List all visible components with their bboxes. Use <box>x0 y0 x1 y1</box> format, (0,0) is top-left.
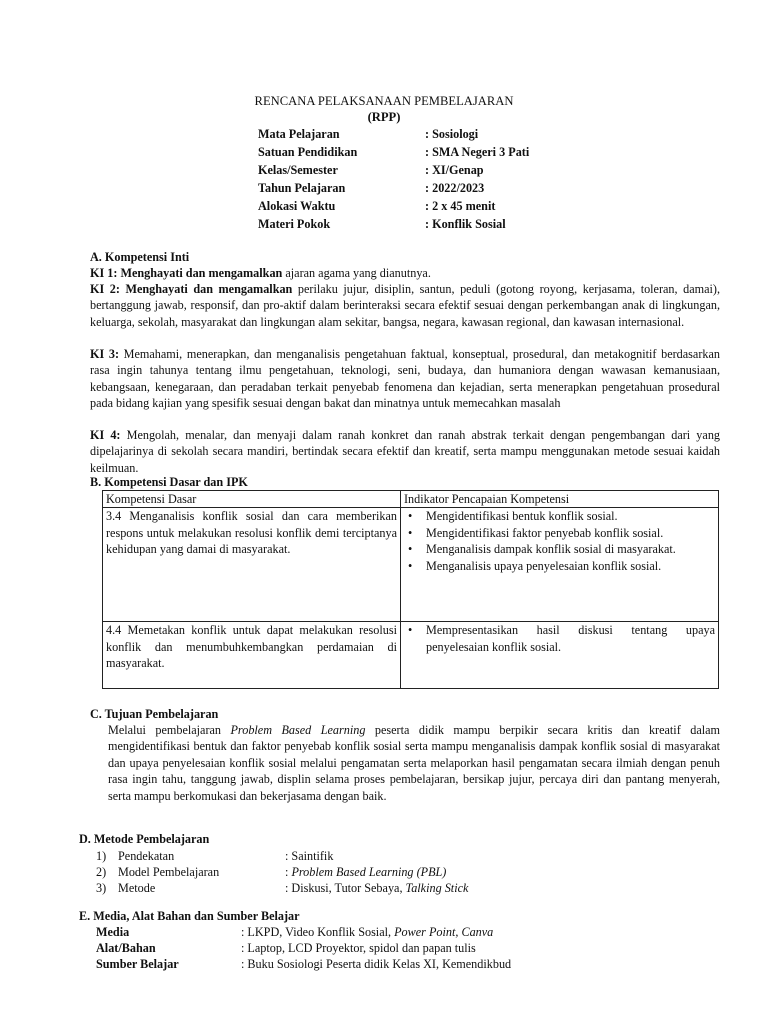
meta-label: Alokasi Waktu <box>258 199 336 213</box>
ki-2 <box>90 281 720 330</box>
section-b-heading: B. Kompetensi Dasar dan IPK <box>90 475 248 489</box>
list-label: Media <box>96 925 130 939</box>
ki-2-label: KI 2: <box>90 282 120 296</box>
meta-value: : Sosiologi <box>425 127 479 141</box>
list-value: : Laptop, LCD Proyektor, spidol dan papan tulis <box>241 941 476 955</box>
tujuan-paragraph <box>108 722 720 804</box>
ki-4 <box>90 427 720 476</box>
list-item: • Mengidentifikasi faktor penyebab konflik sosial. <box>426 525 715 541</box>
ki-1-label: KI 1: <box>90 266 118 280</box>
list-value: : Saintifik <box>285 849 334 863</box>
table-row <box>103 622 719 689</box>
meta-label: Kelas/Semester <box>258 163 338 177</box>
list-item: • Mengidentifikasi bentuk konflik sosial. <box>426 508 715 524</box>
ki-1-text: ajaran agama yang dianutnya. <box>282 266 431 280</box>
meta-label: Mata Pelajaran <box>258 127 340 141</box>
list-value-italic: Power Point, Canva <box>394 925 494 939</box>
list-item: • Menganalisis upaya penyelesaian konflik sosial. <box>426 558 715 574</box>
section-a-heading: A. Kompetensi Inti <box>90 250 190 264</box>
table-header-row <box>103 491 719 508</box>
list-value-text: : <box>285 865 292 879</box>
list-label: Metode <box>118 881 156 895</box>
list-number: 1) <box>96 849 107 863</box>
kd-text: 4.4 Memetakan konflik untuk dapat melakukan resolusi konflik dan menumbuhkembangkan perdamaian di masyarakat. <box>106 623 397 671</box>
list-value-italic: Talking Stick <box>405 881 469 895</box>
table-cell-kd <box>103 622 401 689</box>
section-e-heading: E. Media, Alat Bahan dan Sumber Belajar <box>79 909 300 923</box>
meta-value: : XI/Genap <box>425 163 484 177</box>
tujuan-italic: Problem Based Learning <box>230 723 366 737</box>
tujuan-post: peserta didik mampu berpikir secara kritis dan kreatif dalam mengidentifikasi bentuk dan faktor penyebab konflik sosial serta mampu menganalisis dampak konflik sosial di masyarakat dan upaya penyelesaian konflik sosial melalui pengamatan serta melaporkan hasil pengamatan secara ilmiah dengan penuh rasa ingin tahu, tanggung jawab, displin selama proses pembelajaran, bersikap jujur, percaya diri dan pantang menyerah, serta mampu berkomukasi dan bekerjasama dengan baik. <box>108 723 720 803</box>
ki-2-text: perilaku jujur, disiplin, santun, peduli (gotong royong, kerjasama, toleran, damai), bertanggung jawab, responsif, dan pro-aktif dalam berinteraksi secara efektif sesuai dengan perkembangan anak di lingkungan, keluarga, sekolah, masyarakat dan lingkungan alam sekitar, bangsa, negara, kawasan regional, dan kawasan internasional. <box>90 282 721 329</box>
kd-text: 3.4 Menganalisis konflik sosial dan cara memberikan respons untuk melakukan resolusi konflik demi terciptanya kehidupan yang damai di masyarakat. <box>106 509 397 557</box>
list-number: 3) <box>96 881 107 895</box>
list-label: Sumber Belajar <box>96 957 179 971</box>
list-value-italic: Problem Based Learning (PBL) <box>291 865 447 879</box>
ki-3 <box>90 346 720 412</box>
table-row <box>103 508 719 622</box>
meta-label: Materi Pokok <box>258 217 331 231</box>
list-item: • Mempresentasikan hasil diskusi tentang upaya penyelesaian konflik sosial. <box>426 622 715 655</box>
table-header-kd: Kompetensi Dasar <box>103 491 401 508</box>
table-cell-ipk <box>401 622 719 689</box>
list-value <box>285 864 446 880</box>
meta-value: : Konflik Sosial <box>425 217 506 231</box>
meta-value: : 2 x 45 menit <box>425 199 496 213</box>
document-subtitle: (RPP) <box>367 110 401 124</box>
list-item: • Menganalisis dampak konflik sosial di masyarakat. <box>426 541 715 557</box>
table-cell-kd <box>103 508 401 622</box>
table-header-ipk: Indikator Pencapaian Kompetensi <box>401 491 719 508</box>
ki-1-bold-text: Menghayati dan mengamalkan <box>117 266 283 280</box>
meta-value: : 2022/2023 <box>425 181 485 195</box>
list-label: Pendekatan <box>118 849 175 863</box>
list-value <box>241 924 493 940</box>
ipk-list <box>404 622 715 655</box>
ki-2-bold-text: Menghayati dan mengamalkan <box>119 282 293 296</box>
meta-label: Tahun Pelajaran <box>258 181 346 195</box>
tujuan-pre: Melalui pembelajaran <box>108 723 231 737</box>
ki-4-label: KI 4: <box>90 428 121 442</box>
meta-value: : SMA Negeri 3 Pati <box>425 145 530 159</box>
ipk-list <box>404 508 715 574</box>
list-value-text: : LKPD, Video Konflik Sosial, <box>241 925 395 939</box>
kompetensi-table <box>102 490 719 689</box>
list-number: 2) <box>96 865 107 879</box>
ki-1 <box>90 265 720 281</box>
section-c-heading: C. Tujuan Pembelajaran <box>90 707 219 721</box>
list-value-text: : Diskusi, Tutor Sebaya, <box>285 881 406 895</box>
list-label: Alat/Bahan <box>96 941 156 955</box>
ki-3-label: KI 3: <box>90 347 120 361</box>
list-label: Model Pembelajaran <box>118 865 220 879</box>
section-d-heading: D. Metode Pembelajaran <box>79 832 210 846</box>
ki-4-text: Mengolah, menalar, dan menyaji dalam ranah konkret dan ranah abstrak terkait dengan pengembangan dari yang dipelajarinya di sekolah secara mandiri, bertindak secara efektif dan kreatif, serta mampu menggunakan metode sesuai kaidah keilmuan. <box>90 428 721 475</box>
ki-3-text: Memahami, menerapkan, dan menganalisis pengetahuan faktual, konseptual, prosedural, dan metakognitif berdasarkan rasa ingin tahunya tentang ilmu pengetahuan, teknologi, seni, budaya, dan humaniora dengan wawasan kemanusiaan, kebangsaan, kenegaraan, dan peradaban terkait penyebab fenomena dan kejadian, serta menerapkan pengetahuan prosedural pada bidang kajian yang spesifik sesuai dengan bakat dan minatnya untuk memecahkan masalah <box>90 347 720 411</box>
table-cell-ipk <box>401 508 719 622</box>
meta-label: Satuan Pendidikan <box>258 145 358 159</box>
list-value: : Buku Sosiologi Peserta didik Kelas XI, Kemendikbud <box>241 957 512 971</box>
list-value <box>285 880 468 896</box>
document-title: RENCANA PELAKSANAAN PEMBELAJARAN <box>254 94 514 108</box>
